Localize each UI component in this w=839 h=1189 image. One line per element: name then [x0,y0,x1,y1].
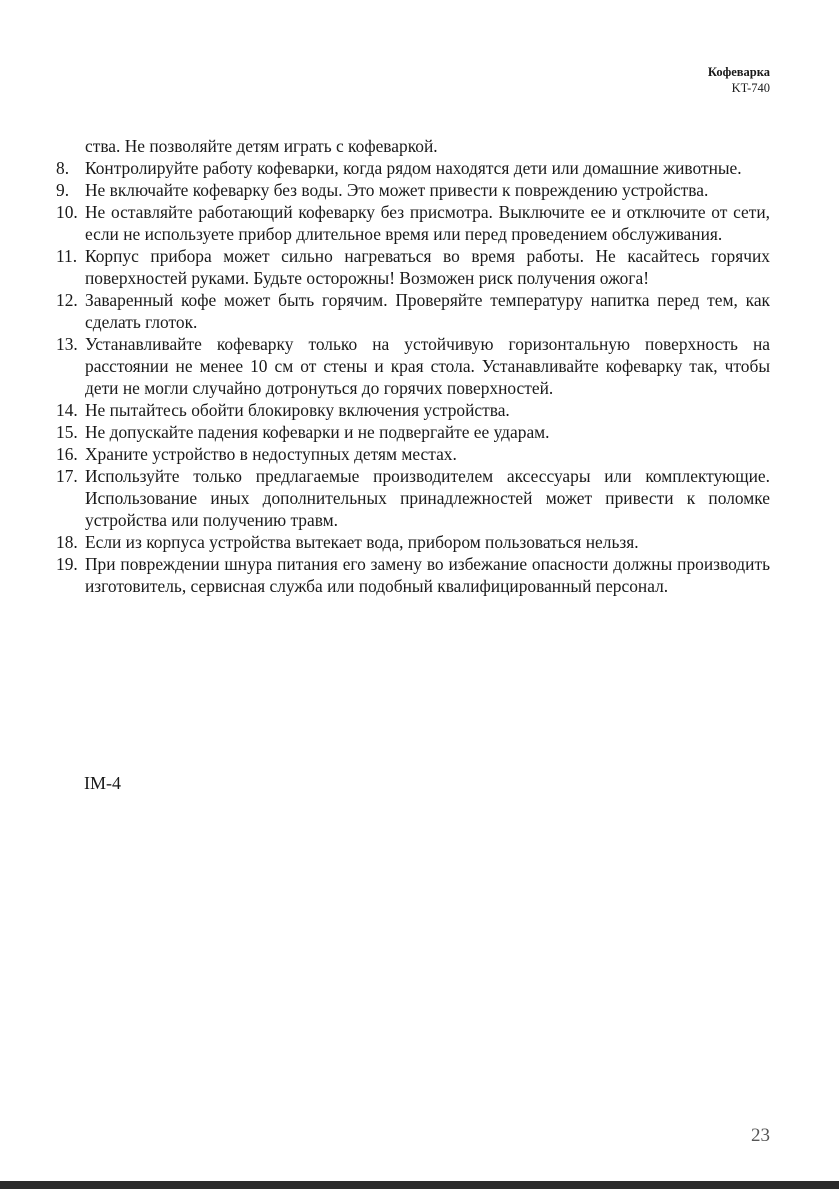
item-text: Не включайте кофеварку без воды. Это может привести к повреждению устройства. [85,180,709,200]
item-number: 11. [56,246,78,266]
list-item [56,289,770,333]
list-item [56,399,770,421]
list-item [56,421,770,443]
page-number: 23 [751,1125,770,1146]
item-number: 10. [56,202,78,222]
item-text: При повреждении шнура питания его замену во избежание опасности должны производить изготовитель, сервисная служба или подобный квалифицированный персонал. [85,554,770,596]
list-item [56,245,770,289]
item-text: Не допускайте падения кофеварки и не подвергайте ее ударам. [85,422,550,442]
item-number: 8. [56,158,70,178]
item-text: Корпус прибора может сильно нагреваться во время работы. Не касайтесь горячих поверхностей руками. Будьте осторожны! Возможен риск получения ожога! [85,246,770,288]
list-item [56,201,770,245]
list-item [56,157,770,179]
item-number: 18. [56,532,78,552]
document-code: IM-4 [84,773,121,793]
list-item [56,531,770,553]
item-text: Храните устройство в недоступных детям местах. [85,444,457,464]
list-item [56,333,770,399]
item-text: Используйте только предлагаемые производителем аксессуары или комплектующие. Использование иных дополнительных принадлежностей может привести к поломке устройства или получению травм. [85,466,770,530]
item-number: 9. [56,180,70,200]
item-number: 14. [56,400,78,420]
item-number: 16. [56,444,78,464]
header-title: Кофеварка [707,65,770,79]
instructions-list [56,135,770,597]
page-header [708,64,770,96]
item-number: 15. [56,422,78,442]
item-number: 19. [56,554,78,574]
item-text: Заваренный кофе может быть горячим. Проверяйте температуру напитка перед тем, как сделать глоток. [85,290,770,332]
item-text: Контролируйте работу кофеварки, когда рядом находятся дети или домашние животные. [85,158,742,178]
list-item [56,465,770,531]
item-text: Устанавливайте кофеварку только на устойчивую горизонтальную поверхность на расстоянии не менее 10 см от стены и края стола. Устанавливайте кофеварку так, чтобы дети не могли случайно дотронуться до горячих поверхностей. [85,334,770,398]
item-number: 13. [56,334,78,354]
header-model: KT-740 [731,81,770,95]
item-number: 17. [56,466,78,486]
list-item [56,179,770,201]
list-item [56,553,770,597]
bottom-border [0,1181,839,1189]
item-text: Не оставляйте работающий кофеварку без присмотра. Выключите ее и отключите от сети, если не используете прибор длительное время или перед проведением обслуживания. [85,202,770,244]
continuation-text: ства. Не позволяйте детям играть с кофеваркой. [85,136,438,156]
item-text: Не пытайтесь обойти блокировку включения устройства. [85,400,510,420]
item-text: Если из корпуса устройства вытекает вода, прибором пользоваться нельзя. [85,532,639,552]
item-number: 12. [56,290,78,310]
list-item [56,443,770,465]
